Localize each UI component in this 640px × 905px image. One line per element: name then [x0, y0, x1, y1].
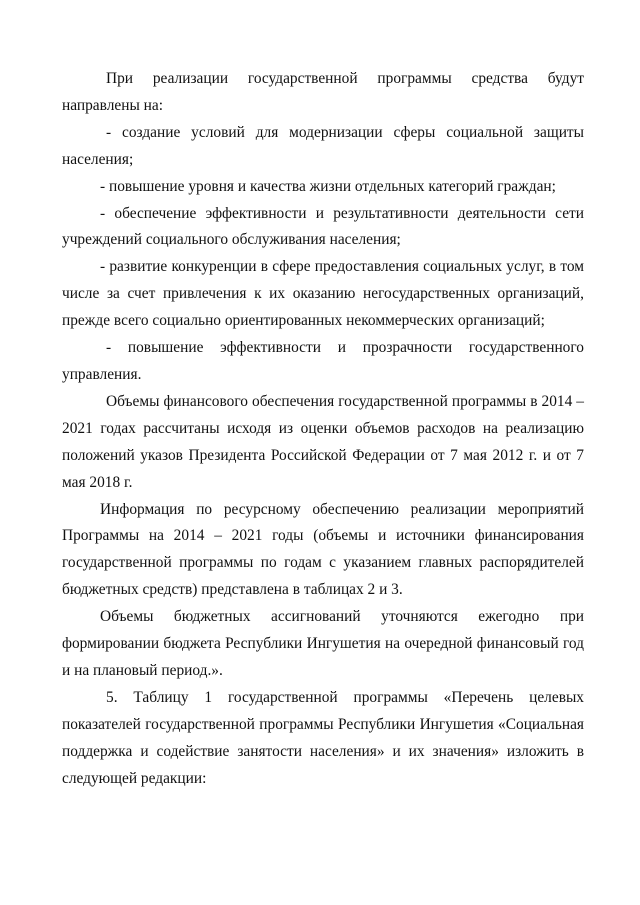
paragraph-resource-info: Информация по ресурсному обеспечению реализации мероприятий Программы на 2014 – 2021 годы (объемы и источники финансирования государственной программы по годам с указанием главных распорядителей бюджетных средств) представлена в таблицах 2 и 3.: [62, 500, 584, 599]
paragraph-bullet-efficiency: - обеспечение эффективности и результативности деятельности сети учреждений социального обслуживания населения;: [62, 204, 584, 249]
paragraph-budget-allocations: Объемы бюджетных ассигнований уточняются ежегодно при формировании бюджета Республики Ингушетия на очередной финансовый год и на плановый период.».: [62, 608, 584, 679]
paragraph-bullet-competition: - развитие конкуренции в сфере предоставления социальных услуг, в том числе за счет привлечения к их оказанию негосударственных организаций, прежде всего социально ориентированных некоммерческих организаций;: [62, 258, 584, 330]
paragraph-bullet-transparency: - повышение эффективности и прозрачности государственного управления.: [62, 339, 584, 383]
paragraph-bullet-modernization: - создание условий для модернизации сферы социальной защиты населения;: [62, 123, 584, 168]
paragraph-bullet-living-standards: - повышение уровня и качества жизни отдельных категорий граждан;: [100, 177, 556, 195]
paragraph-table-1-amendment: 5. Таблицу 1 государственной программы «Перечень целевых показателей государственной программы Республики Ингушетия «Социальная поддержка и содействие занятости населения» и их значения» изложить в следующей редакции:: [62, 688, 584, 787]
document-body: [62, 66, 584, 792]
paragraph-financing-volumes: Объемы финансового обеспечения государственной программы в 2014 – 2021 годах рассчитаны исходя из оценки объемов расходов на реализацию положений указов Президента Российской Федерации от 7 мая 2012 г. и от 7 мая 2018 г.: [62, 392, 584, 491]
paragraph-intro: При реализации государственной программы средства будут направлены на:: [62, 70, 584, 114]
